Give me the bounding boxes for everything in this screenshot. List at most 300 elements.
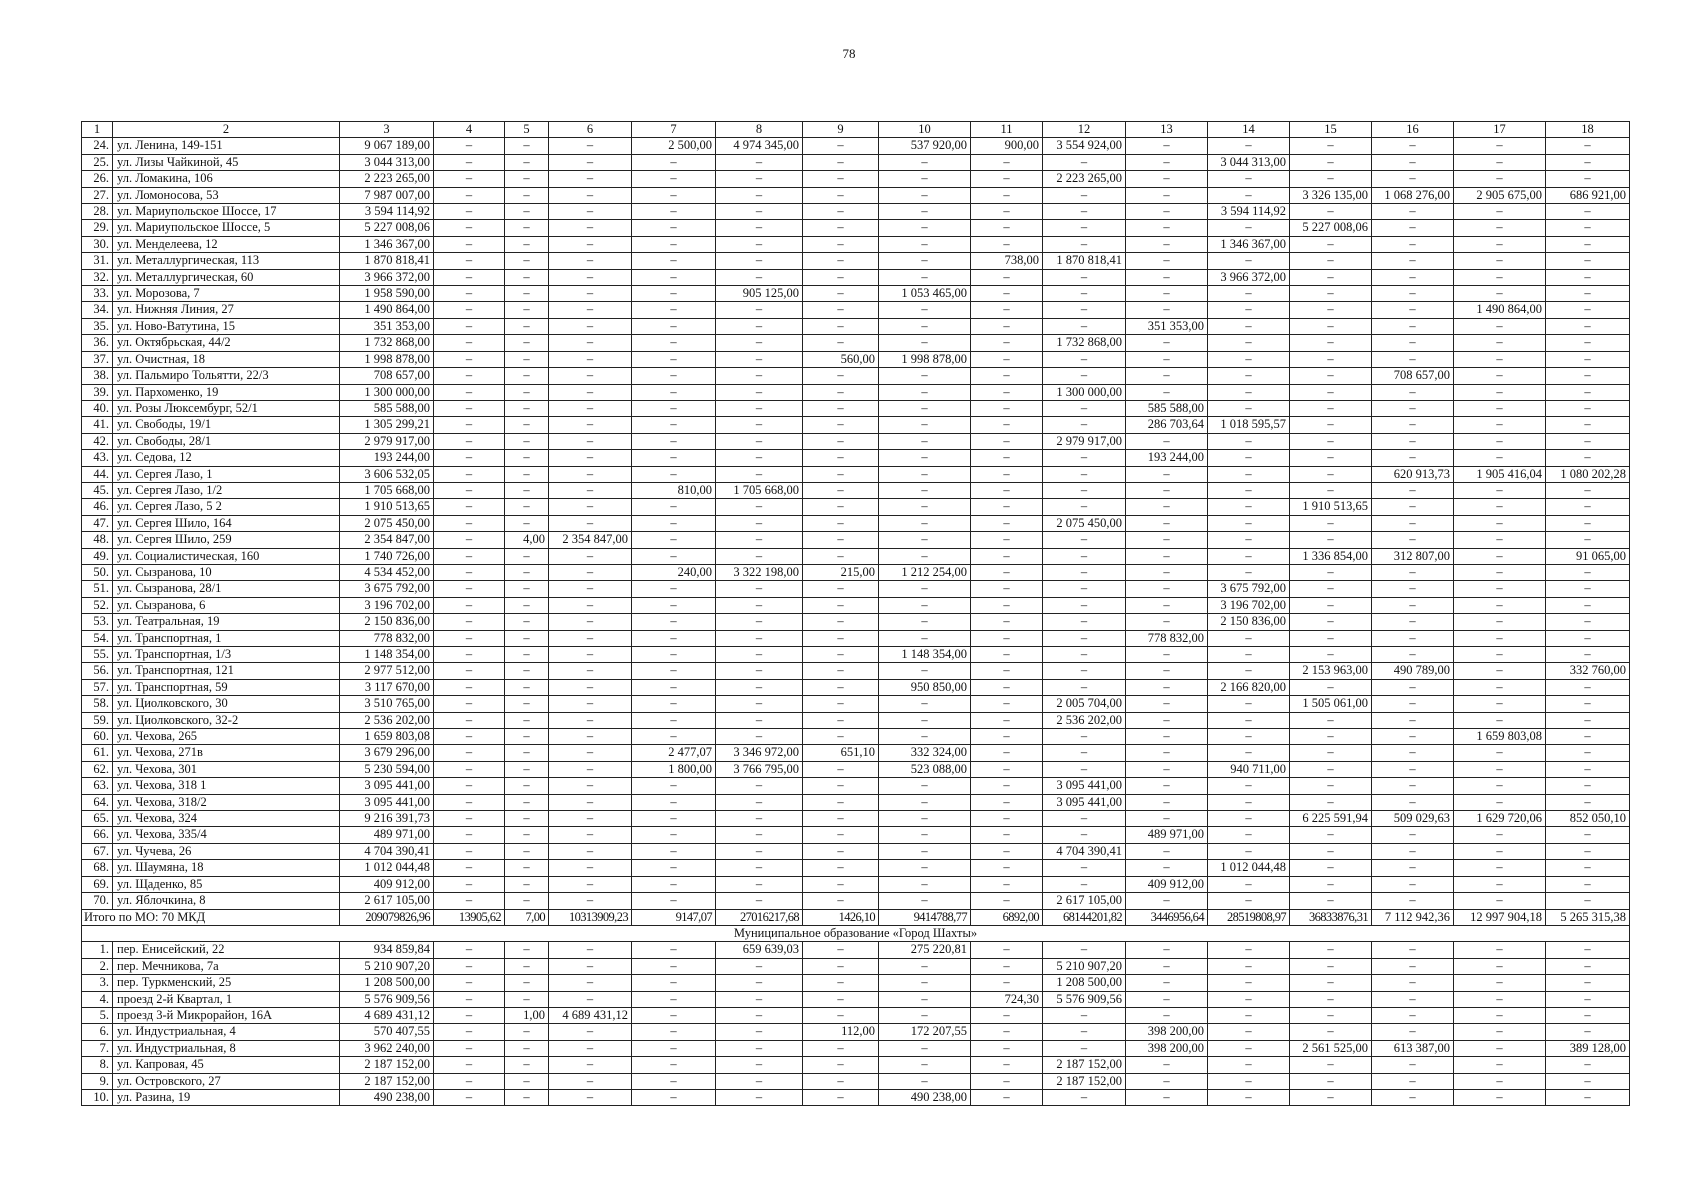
value-cell: – [1372, 253, 1454, 269]
value-cell: – [632, 515, 716, 531]
value-cell: – [971, 1089, 1043, 1105]
table-row [82, 335, 1630, 351]
value-cell: – [1126, 614, 1208, 630]
value-cell: 1 018 595,57 [1208, 417, 1290, 433]
column-number-6: 6 [549, 122, 632, 138]
value-cell: – [1290, 466, 1372, 482]
value-cell: – [1290, 515, 1372, 531]
value-cell: – [549, 154, 632, 170]
address-cell: ул. Островского, 27 [113, 1073, 340, 1089]
total-value-cell: 1426,10 [803, 909, 879, 925]
value-cell: – [879, 614, 971, 630]
value-cell: – [803, 778, 879, 794]
value-cell: – [505, 679, 549, 695]
value-cell: – [971, 466, 1043, 482]
value-cell: 398 200,00 [1126, 1024, 1208, 1040]
value-cell: 560,00 [803, 351, 879, 367]
value-cell: – [505, 581, 549, 597]
value-cell: 2 536 202,00 [1043, 712, 1126, 728]
value-cell: – [971, 745, 1043, 761]
value-cell: – [803, 318, 879, 334]
value-cell: 1 148 354,00 [879, 647, 971, 663]
value-cell: – [632, 663, 716, 679]
value-cell: – [505, 1040, 549, 1056]
value-cell: – [1454, 1040, 1546, 1056]
value-cell: – [971, 1040, 1043, 1056]
value-cell: – [879, 630, 971, 646]
value-cell: 2 979 917,00 [340, 433, 434, 449]
value-cell: – [971, 712, 1043, 728]
row-number-cell: 7. [82, 1040, 113, 1056]
value-cell: – [1126, 712, 1208, 728]
value-cell: – [1126, 171, 1208, 187]
value-cell: 1 958 590,00 [340, 286, 434, 302]
value-cell: – [1208, 876, 1290, 892]
value-cell: 950 850,00 [879, 679, 971, 695]
total-value-cell: 13905,62 [434, 909, 505, 925]
value-cell: – [1208, 1040, 1290, 1056]
column-number-1: 1 [82, 122, 113, 138]
column-number-16: 16 [1372, 122, 1454, 138]
value-cell: – [1043, 548, 1126, 564]
value-cell: – [803, 1040, 879, 1056]
value-cell: – [549, 548, 632, 564]
value-cell: – [505, 171, 549, 187]
value-cell: – [803, 171, 879, 187]
value-cell: – [549, 860, 632, 876]
address-cell: ул. Транспортная, 1/3 [113, 647, 340, 663]
value-cell: – [971, 400, 1043, 416]
value-cell: – [505, 1089, 549, 1105]
row-number-cell: 41. [82, 417, 113, 433]
value-cell: 1 905 416,04 [1454, 466, 1546, 482]
value-cell: 1 740 726,00 [340, 548, 434, 564]
value-cell: – [632, 597, 716, 613]
value-cell: – [434, 876, 505, 892]
value-cell: – [803, 647, 879, 663]
value-cell: – [879, 811, 971, 827]
value-cell: – [1043, 482, 1126, 498]
value-cell: – [803, 843, 879, 859]
value-cell: – [1372, 876, 1454, 892]
value-cell: 332 324,00 [879, 745, 971, 761]
value-cell: – [803, 581, 879, 597]
row-number-cell: 64. [82, 794, 113, 810]
row-number-cell: 69. [82, 876, 113, 892]
value-cell: – [505, 614, 549, 630]
value-cell: – [1372, 630, 1454, 646]
value-cell: – [1290, 302, 1372, 318]
value-cell: – [1290, 975, 1372, 991]
address-cell: ул. Сергея Лазо, 1 [113, 466, 340, 482]
value-cell: – [1454, 647, 1546, 663]
value-cell: – [632, 630, 716, 646]
value-cell: – [434, 712, 505, 728]
value-cell: – [879, 466, 971, 482]
value-cell: – [632, 1040, 716, 1056]
value-cell: – [1208, 335, 1290, 351]
value-cell: – [434, 286, 505, 302]
row-number-cell: 55. [82, 647, 113, 663]
value-cell: – [971, 729, 1043, 745]
value-cell: 490 238,00 [340, 1089, 434, 1105]
value-cell: – [1372, 499, 1454, 515]
value-cell: – [1126, 154, 1208, 170]
value-cell: 398 200,00 [1126, 1040, 1208, 1056]
value-cell: 659 639,03 [716, 942, 803, 958]
value-cell: – [434, 466, 505, 482]
value-cell: – [1372, 515, 1454, 531]
value-cell: – [803, 1057, 879, 1073]
value-cell: – [434, 450, 505, 466]
value-cell: – [632, 942, 716, 958]
value-cell: – [1372, 433, 1454, 449]
total-label-cell: Итого по МО: 70 МКД [82, 909, 340, 925]
value-cell: 3 196 702,00 [340, 597, 434, 613]
table-row [82, 647, 1630, 663]
value-cell: 778 832,00 [1126, 630, 1208, 646]
value-cell: – [549, 351, 632, 367]
value-cell: – [505, 827, 549, 843]
value-cell: – [1208, 794, 1290, 810]
value-cell: – [971, 450, 1043, 466]
value-cell: 3 095 441,00 [1043, 778, 1126, 794]
value-cell: – [716, 450, 803, 466]
value-cell: – [1208, 942, 1290, 958]
value-cell: – [434, 761, 505, 777]
value-cell: – [1208, 171, 1290, 187]
value-cell: – [434, 515, 505, 531]
row-number-cell: 68. [82, 860, 113, 876]
value-cell: – [879, 1007, 971, 1023]
value-cell: – [1454, 778, 1546, 794]
value-cell: – [1043, 811, 1126, 827]
address-cell: ул. Шаумяна, 18 [113, 860, 340, 876]
value-cell: – [1546, 1007, 1630, 1023]
value-cell: – [1126, 466, 1208, 482]
value-cell: – [803, 614, 879, 630]
value-cell: 2 223 265,00 [1043, 171, 1126, 187]
value-cell: – [1126, 860, 1208, 876]
address-cell: ул. Очистная, 18 [113, 351, 340, 367]
value-cell: – [1126, 729, 1208, 745]
value-cell: – [1372, 171, 1454, 187]
value-cell: – [632, 614, 716, 630]
value-cell: – [971, 778, 1043, 794]
total-value-cell: 10313909,23 [549, 909, 632, 925]
value-cell: 2 977 512,00 [340, 663, 434, 679]
value-cell: – [549, 1089, 632, 1105]
value-cell: – [1372, 204, 1454, 220]
value-cell: – [1290, 581, 1372, 597]
value-cell: 1 068 276,00 [1372, 187, 1454, 203]
table-row [82, 171, 1630, 187]
address-cell: ул. Свободы, 28/1 [113, 433, 340, 449]
value-cell: – [1372, 154, 1454, 170]
value-cell: – [1372, 942, 1454, 958]
table-row [82, 991, 1630, 1007]
value-cell: – [1208, 532, 1290, 548]
value-cell: – [1208, 286, 1290, 302]
value-cell: – [1546, 204, 1630, 220]
value-cell: – [549, 975, 632, 991]
value-cell: – [971, 1073, 1043, 1089]
row-number-cell: 59. [82, 712, 113, 728]
total-value-cell: 36833876,31 [1290, 909, 1372, 925]
value-cell: 5 576 909,56 [1043, 991, 1126, 1007]
table-row [82, 893, 1630, 909]
table-row [82, 450, 1630, 466]
value-cell: – [1043, 679, 1126, 695]
value-cell: – [971, 647, 1043, 663]
value-cell: – [1454, 745, 1546, 761]
value-cell: – [632, 433, 716, 449]
value-cell: – [1454, 991, 1546, 1007]
value-cell: – [1290, 712, 1372, 728]
value-cell: – [632, 811, 716, 827]
value-cell: – [1290, 597, 1372, 613]
value-cell: – [632, 204, 716, 220]
value-cell: – [1546, 564, 1630, 580]
value-cell: – [549, 171, 632, 187]
address-cell: ул. Седова, 12 [113, 450, 340, 466]
value-cell: – [434, 138, 505, 154]
value-cell: – [1290, 893, 1372, 909]
value-cell: – [632, 318, 716, 334]
table-row [82, 138, 1630, 154]
value-cell: – [1208, 663, 1290, 679]
value-cell: – [1546, 647, 1630, 663]
value-cell: – [1126, 1089, 1208, 1105]
value-cell: – [1126, 647, 1208, 663]
value-cell: – [1454, 220, 1546, 236]
value-cell: – [549, 417, 632, 433]
value-cell: – [505, 1057, 549, 1073]
value-cell: – [803, 1073, 879, 1089]
value-cell: 3 966 372,00 [1208, 269, 1290, 285]
value-cell: – [549, 712, 632, 728]
value-cell: – [505, 482, 549, 498]
value-cell: – [549, 236, 632, 252]
value-cell: – [549, 253, 632, 269]
value-cell: – [1454, 335, 1546, 351]
value-cell: – [1290, 843, 1372, 859]
value-cell: – [1372, 236, 1454, 252]
value-cell: – [716, 1089, 803, 1105]
value-cell: – [1126, 187, 1208, 203]
address-cell: ул. Чехова, 318 1 [113, 778, 340, 794]
value-cell: – [1043, 1007, 1126, 1023]
value-cell: – [879, 236, 971, 252]
value-cell: 5 230 594,00 [340, 761, 434, 777]
value-cell: – [505, 761, 549, 777]
address-cell: ул. Циолковского, 30 [113, 696, 340, 712]
row-number-cell: 53. [82, 614, 113, 630]
value-cell: – [1372, 696, 1454, 712]
value-cell: 1 080 202,28 [1546, 466, 1630, 482]
value-cell: – [1546, 138, 1630, 154]
value-cell: – [971, 384, 1043, 400]
table-row [82, 269, 1630, 285]
value-cell: – [434, 663, 505, 679]
address-cell: ул. Сызранова, 10 [113, 564, 340, 580]
column-number-5: 5 [505, 122, 549, 138]
value-cell: 3 606 532,05 [340, 466, 434, 482]
value-cell: – [1208, 958, 1290, 974]
value-cell: – [716, 1024, 803, 1040]
value-cell: – [434, 368, 505, 384]
value-cell: – [1454, 893, 1546, 909]
value-cell: 1 053 465,00 [879, 286, 971, 302]
value-cell: 509 029,63 [1372, 811, 1454, 827]
value-cell: – [716, 236, 803, 252]
value-cell: – [505, 384, 549, 400]
table-row [82, 204, 1630, 220]
value-cell: 3 510 765,00 [340, 696, 434, 712]
value-cell: 2 187 152,00 [340, 1073, 434, 1089]
value-cell: – [1290, 154, 1372, 170]
value-cell: – [632, 286, 716, 302]
value-cell: – [803, 138, 879, 154]
row-number-cell: 45. [82, 482, 113, 498]
value-cell: – [1126, 548, 1208, 564]
address-cell: ул. Ново-Ватутина, 15 [113, 318, 340, 334]
value-cell: – [632, 253, 716, 269]
value-cell: – [1126, 581, 1208, 597]
value-cell: – [632, 417, 716, 433]
value-cell: – [1208, 1007, 1290, 1023]
address-cell: ул. Металлургическая, 113 [113, 253, 340, 269]
table-row [82, 811, 1630, 827]
value-cell: – [1290, 827, 1372, 843]
table-row [82, 154, 1630, 170]
value-cell: – [803, 876, 879, 892]
value-cell: 2 166 820,00 [1208, 679, 1290, 695]
value-cell: 2 354 847,00 [549, 532, 632, 548]
value-cell: – [1454, 269, 1546, 285]
value-cell: 934 859,84 [340, 942, 434, 958]
row-number-cell: 49. [82, 548, 113, 564]
value-cell: – [505, 778, 549, 794]
value-cell: – [1126, 499, 1208, 515]
value-cell: 3 962 240,00 [340, 1040, 434, 1056]
value-cell: – [434, 893, 505, 909]
address-cell: ул. Сергея Лазо, 5 2 [113, 499, 340, 515]
value-cell: 2 150 836,00 [1208, 614, 1290, 630]
value-cell: – [1454, 400, 1546, 416]
value-cell: 3 326 135,00 [1290, 187, 1372, 203]
value-cell: – [632, 236, 716, 252]
value-cell: – [716, 417, 803, 433]
value-cell: 4 689 431,12 [340, 1007, 434, 1023]
value-cell: 2 075 450,00 [340, 515, 434, 531]
value-cell: – [971, 417, 1043, 433]
value-cell: – [434, 204, 505, 220]
value-cell: – [632, 269, 716, 285]
value-cell: 312 807,00 [1372, 548, 1454, 564]
value-cell: – [971, 860, 1043, 876]
value-cell: 172 207,55 [879, 1024, 971, 1040]
value-cell: – [1372, 450, 1454, 466]
table-row [82, 581, 1630, 597]
value-cell: – [434, 532, 505, 548]
value-cell: – [1454, 204, 1546, 220]
value-cell: – [1290, 614, 1372, 630]
value-cell: – [1126, 204, 1208, 220]
value-cell: – [632, 729, 716, 745]
value-cell: – [1372, 1089, 1454, 1105]
value-cell: – [1126, 975, 1208, 991]
row-number-cell: 60. [82, 729, 113, 745]
value-cell: – [1454, 860, 1546, 876]
value-cell: – [1546, 368, 1630, 384]
value-cell: – [1454, 630, 1546, 646]
table-row [82, 515, 1630, 531]
value-cell: – [803, 368, 879, 384]
address-cell: проезд 2-й Квартал, 1 [113, 991, 340, 1007]
address-cell: ул. Транспортная, 1 [113, 630, 340, 646]
value-cell: – [434, 975, 505, 991]
value-cell: – [1546, 351, 1630, 367]
value-cell: – [879, 876, 971, 892]
value-cell: – [1546, 679, 1630, 695]
row-number-cell: 2. [82, 958, 113, 974]
value-cell: 738,00 [971, 253, 1043, 269]
value-cell: – [1290, 532, 1372, 548]
address-cell: ул. Чехова, 324 [113, 811, 340, 827]
value-cell: – [1290, 630, 1372, 646]
value-cell: 1 629 720,06 [1454, 811, 1546, 827]
value-cell: – [1454, 1057, 1546, 1073]
address-cell: пер. Туркменский, 25 [113, 975, 340, 991]
row-number-cell: 62. [82, 761, 113, 777]
value-cell: – [803, 794, 879, 810]
value-cell: – [1372, 827, 1454, 843]
table-row [82, 958, 1630, 974]
value-cell: – [1372, 893, 1454, 909]
value-cell: – [1546, 1073, 1630, 1089]
value-cell: – [1290, 778, 1372, 794]
value-cell: – [1372, 1057, 1454, 1073]
value-cell: – [632, 581, 716, 597]
total-value-cell: 9414788,77 [879, 909, 971, 925]
address-cell: ул. Чучева, 26 [113, 843, 340, 859]
address-cell: пер. Енисейский, 22 [113, 942, 340, 958]
value-cell: – [632, 548, 716, 564]
value-cell: – [632, 1007, 716, 1023]
value-cell: – [879, 220, 971, 236]
value-cell: – [505, 368, 549, 384]
value-cell: 389 128,00 [1546, 1040, 1630, 1056]
value-cell: – [1546, 236, 1630, 252]
value-cell: – [1126, 220, 1208, 236]
value-cell: – [434, 1057, 505, 1073]
value-cell: – [1126, 368, 1208, 384]
value-cell: – [1546, 860, 1630, 876]
value-cell: – [505, 515, 549, 531]
value-cell: – [971, 302, 1043, 318]
row-number-cell: 9. [82, 1073, 113, 1089]
value-cell: – [1454, 417, 1546, 433]
value-cell: – [1454, 433, 1546, 449]
address-cell: ул. Чехова, 318/2 [113, 794, 340, 810]
row-number-cell: 61. [82, 745, 113, 761]
value-cell: – [1290, 171, 1372, 187]
table-row [82, 220, 1630, 236]
row-number-cell: 1. [82, 942, 113, 958]
value-cell: – [1454, 1089, 1546, 1105]
table-row [82, 384, 1630, 400]
